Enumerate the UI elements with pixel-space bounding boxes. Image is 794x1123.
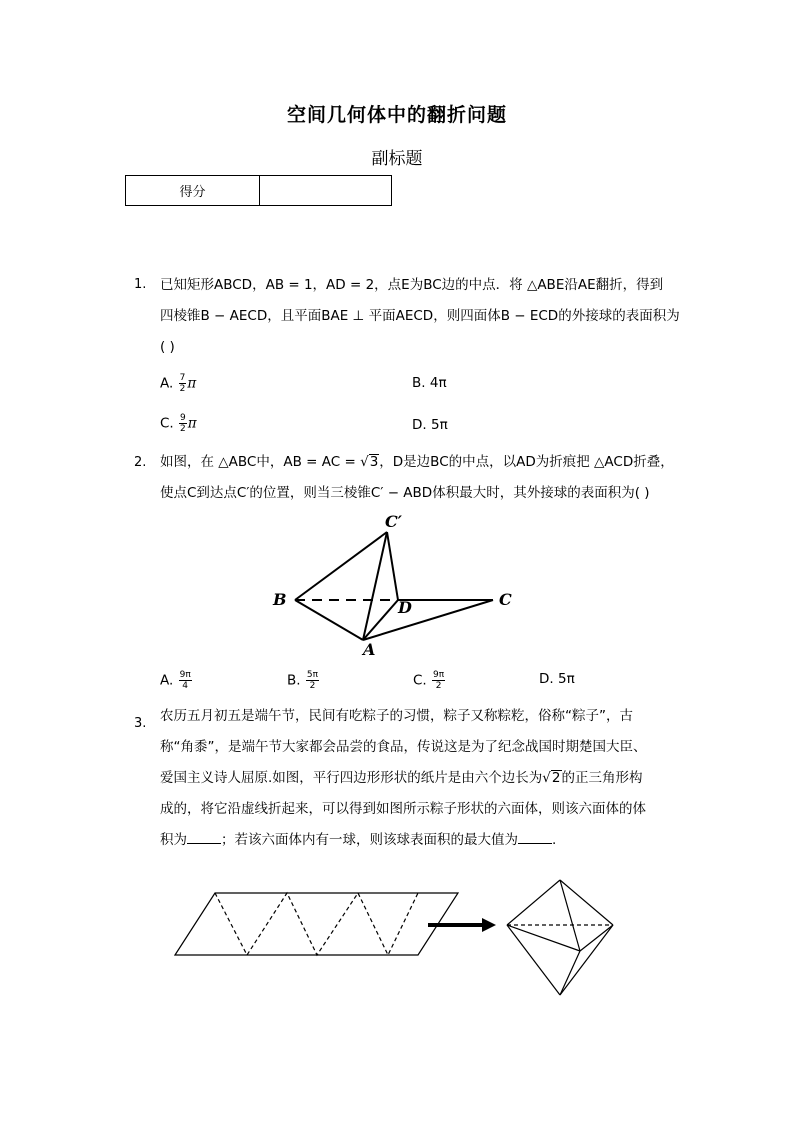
q1-line2: 四棱锥B − AECD，且平面BAE ⊥ 平面AECD，则四面体B − ECD的外接球的表面积为 <box>160 308 680 324</box>
net-fold-lines <box>215 893 418 955</box>
q1-line3: ( ) <box>160 339 175 355</box>
q2-option-b: B. $\frac{5\pi}{2}$ <box>287 670 319 691</box>
q2-stem <box>160 447 680 509</box>
arrow-icon <box>482 918 496 932</box>
edge-a-c <box>363 600 493 640</box>
q1-option-d: D. 5π <box>412 417 448 433</box>
edge-cprime-d <box>387 532 398 600</box>
q2-option-d: D. 5π <box>539 671 575 687</box>
q2-option-c: C. $\frac{9\pi}{2}$ <box>413 670 445 691</box>
q2-figure <box>255 505 525 660</box>
q3-figure <box>170 875 620 1000</box>
score-table <box>125 175 392 206</box>
score-value <box>260 176 392 206</box>
q2-option-a: A. $\frac{9\pi}{4}$ <box>160 670 191 691</box>
q3-line1: 农历五月初五是端午节，民间有吃粽子的习惯，粽子又称粽籺，俗称“粽子”，古 <box>160 708 633 724</box>
q1-stem <box>160 270 680 363</box>
page-title: 空间几何体中的翻折问题 <box>286 104 507 126</box>
q1-option-c: C. $\frac{9}{2}$ π <box>160 413 197 434</box>
q3-line5: 积为 ；若该六面体内有一球，则该球表面积的最大值为 . <box>160 832 557 848</box>
q1-line1: 已知矩形ABCD，AB = 1，AD = 2，点E为BC边的中点．将 △ABE沿AE翻折，得到 <box>160 277 664 293</box>
answer-blank-volume <box>187 831 221 844</box>
page-subtitle: 副标题 <box>371 149 423 169</box>
q1-option-a: A. $\frac{7}{2}$ π <box>160 373 197 394</box>
q2-number: 2. <box>134 455 147 470</box>
q3-line3: 爱国主义诗人屈原.如图，平行四边形形状的纸片是由六个边长为√2的正三角形构 <box>160 770 643 786</box>
q1-option-b: B. 4π <box>412 375 447 391</box>
score-label: 得分 <box>126 176 260 206</box>
q1-number: 1. <box>134 277 147 292</box>
label-a: A <box>363 640 376 659</box>
label-c-prime: C′ <box>385 512 402 531</box>
hexahedron-solid <box>507 880 613 995</box>
q3-line2: 称“角黍”，是端午节大家都会品尝的食品，传说这是为了纪念战国时期楚国大臣、 <box>160 739 647 755</box>
label-b: B <box>273 590 287 609</box>
q3-stem <box>160 701 680 856</box>
answer-blank-sphere-area <box>518 831 552 844</box>
label-d: D <box>398 598 412 617</box>
parallelogram-net <box>175 893 458 955</box>
label-c: C <box>499 590 512 609</box>
q2-line2: 使点C到达点C′的位置，则当三棱锥C′ − ABD体积最大时，其外接球的表面积为( ) <box>160 485 650 501</box>
q2-line1: 如图，在 △ABC中，AB = AC = √3，D是边BC的中点，以AD为折痕把 △ACD折叠， <box>160 454 674 470</box>
q3-line4: 成的，将它沿虚线折起来，可以得到如图所示粽子形状的六面体，则该六面体的体 <box>160 801 646 817</box>
q3-number: 3. <box>134 716 147 731</box>
edge-b-a <box>295 600 363 640</box>
